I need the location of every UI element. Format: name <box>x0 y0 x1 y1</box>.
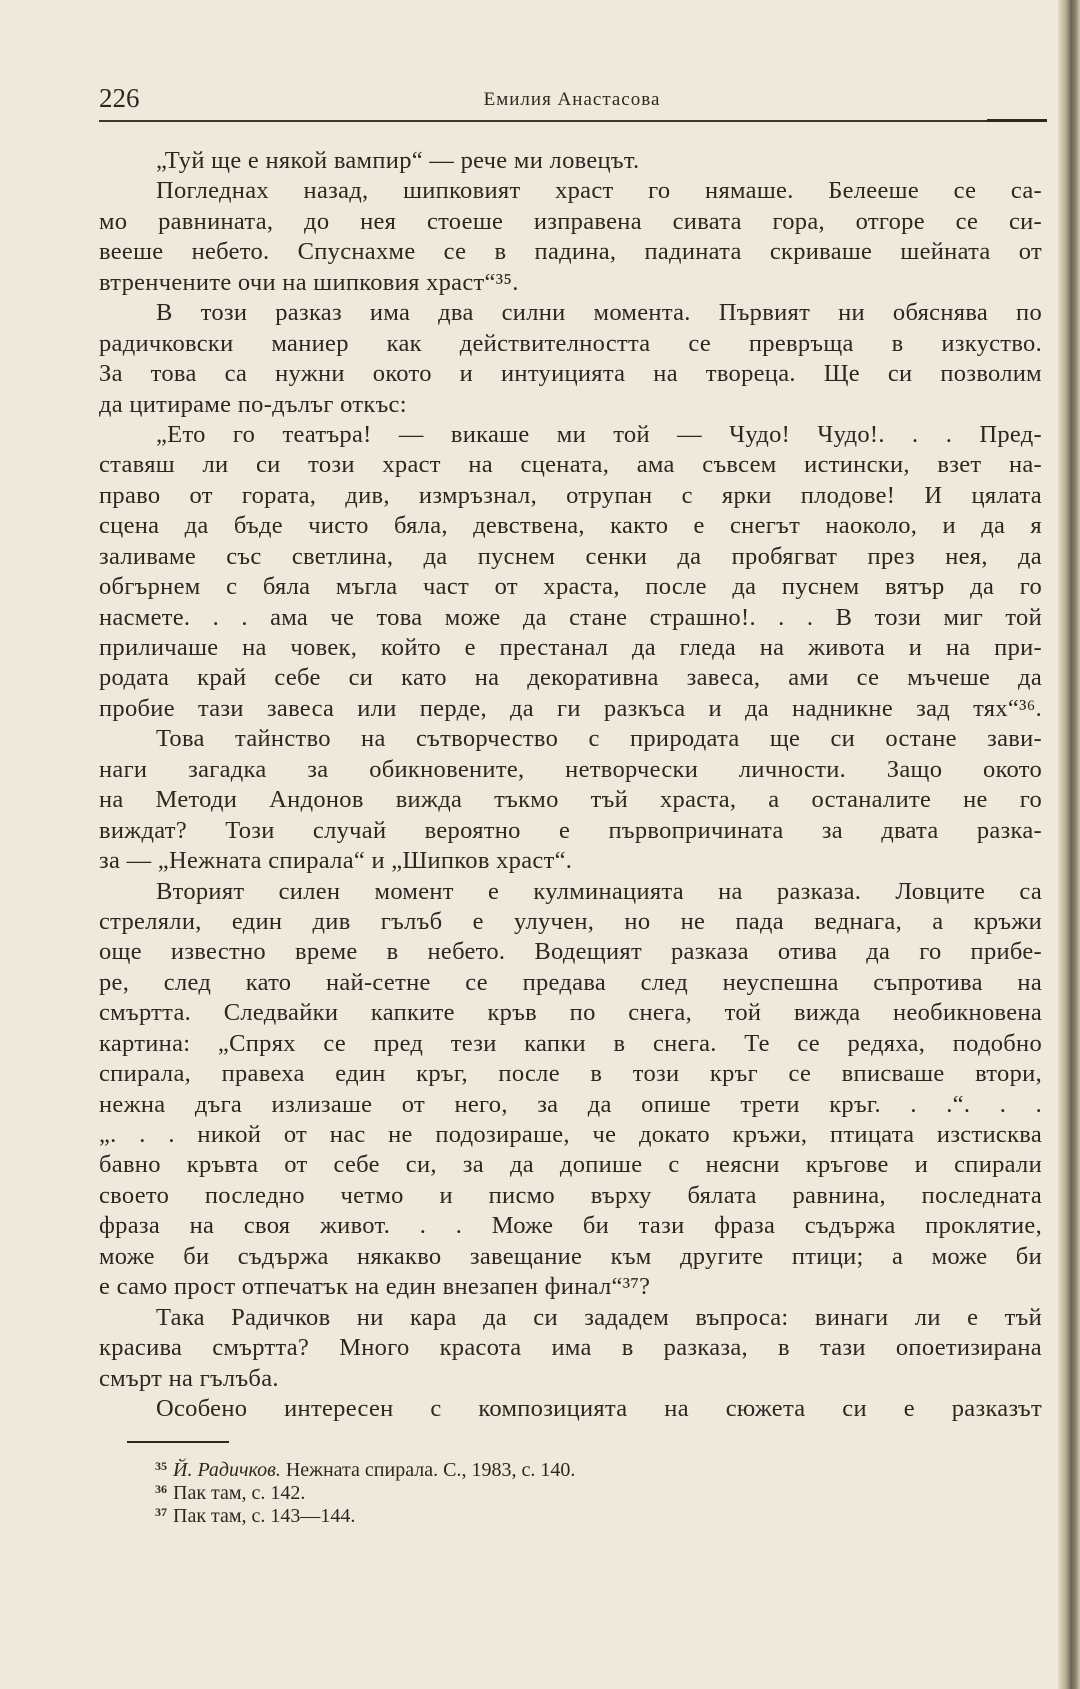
page-number: 226 <box>99 83 140 113</box>
footnote-author: Й. Радичков. <box>173 1459 281 1481</box>
text-line: Погледнах назад, шипковият храст го нямаше. Белееше се са- <box>156 177 1042 205</box>
text-line: насмете. . . ама че това може да стане страшно!. . . В този миг той <box>99 603 1042 631</box>
text-line: своето последно четмо и писмо върху бялата равнина, последната <box>99 1181 1042 1209</box>
text-line: За това са нужни окото и интуицията на твореца. Ще си позволим <box>99 360 1042 388</box>
text-line: приличаше на човек, който е престанал да гледа на живота и на при- <box>99 634 1042 661</box>
body-text <box>99 146 1042 1424</box>
footnote-number: 36 <box>155 1482 167 1496</box>
footnote-text: Нежната спирала. С., 1983, с. 140. <box>285 1459 576 1481</box>
text-line: вееше небето. Спуснахме се в падина, падината скриваше шейната от <box>99 238 1042 266</box>
text-line: Вторият силен момент е кулминацията на разказа. Ловците са <box>156 877 1042 905</box>
text-line: смъртта. Следвайки капките кръв по снега, той вижда необикновена <box>99 999 1042 1027</box>
text-line: заливаме със светлина, да пуснем сенки да пробягват през нея, да <box>99 542 1042 570</box>
footnote-number: 37 <box>155 1505 167 1519</box>
text-line: родата край себе си като на декоративна завеса, ами се мъчеше да <box>99 664 1042 692</box>
text-line: фраза на своя живот. . . Може би тази фраза съдържа проклятие, <box>99 1212 1042 1240</box>
text-line: радичковски маниер как действителността се превръща в изкуство. <box>99 329 1042 357</box>
text-line: Така Радичков ни кара да си зададем въпроса: винаги ли е тъй <box>156 1303 1042 1331</box>
text-line: красива смъртта? Много красота има в разказа, в тази опоетизирана <box>99 1334 1042 1362</box>
text-line: сцена да бъде чисто бяла, девствена, както е снегът наоколо, и да я <box>99 512 1042 540</box>
text-line: ставяш ли си този храст на сцената, ама съвсем истински, взет на- <box>99 451 1042 479</box>
footnote-number: 35 <box>155 1459 167 1473</box>
text-line: стреляли, един див гълъб е улучен, но не пада веднага, а кръжи <box>99 907 1042 935</box>
footnote-37 <box>155 1501 355 1528</box>
text-line: мо равнината, до нея стоеше изправена сивата гора, отгоре се си- <box>99 207 1042 235</box>
text-line: да цитираме по-дълъг откъс: <box>99 390 407 418</box>
text-line: смърт на гълъба. <box>99 1364 279 1392</box>
text-line: „Туй ще е някой вампир“ — рече ми ловецът. <box>156 147 640 174</box>
text-line: „Ето го театъра! — викаше ми той — Чудо! Чудо!. . . Пред- <box>156 420 1042 448</box>
text-line: още известно време в небето. Водещият разказа отива да го прибе- <box>99 938 1042 966</box>
page-header <box>99 82 1045 114</box>
text-line: нежна дъга излизаше от него, за да опише трети кръг. . .“. . . <box>99 1090 1042 1118</box>
header-rule <box>99 120 1047 122</box>
text-line: виждат? Този случай вероятно е първопричината за двата разка- <box>99 816 1042 844</box>
text-line: ре, след като най-сетне се предава след неуспешна съпротива на <box>99 968 1042 996</box>
footnote-text: Пак там, с. 142. <box>173 1482 306 1504</box>
text-line: спирала, правеха един кръг, после в този кръг се вписваше втори, <box>99 1060 1042 1088</box>
text-line: втренчените очи на шипковия храст“³⁵. <box>99 268 519 296</box>
text-line: може би съдържа някакво завещание към другите птици; а може би <box>99 1242 1042 1270</box>
text-line: на Методи Андонов вижда тъкмо тъй храста, а останалите не го <box>99 786 1042 814</box>
text-line: пробие тази завеса или перде, да ги разкъса и да надникне зад тях“³⁶. <box>99 694 1042 722</box>
book-spine-shadow <box>1058 0 1080 1689</box>
text-line: „. . . никой от нас не подозираше, че докато кръжи, птицата изстисква <box>99 1121 1042 1148</box>
text-line: картина: „Спрях се пред тези капки в снега. Те се редяха, подобно <box>99 1029 1042 1057</box>
text-line: обгърнем с бяла мъгла част от храста, после да пуснем вятър да го <box>99 573 1042 601</box>
text-line: наги загадка за обикновените, нетворчески личности. Защо окото <box>99 755 1042 783</box>
text-line: за — „Нежната спирала“ и „Шипков храст“. <box>99 847 573 875</box>
text-line: Това тайнство на сътворчество с природата ще си остане зави- <box>156 725 1042 753</box>
running-title: Емилия Анастасова <box>483 89 661 110</box>
text-line: е само прост отпечатък на един внезапен финал“³⁷? <box>99 1273 651 1301</box>
footnote-rule <box>127 1441 229 1443</box>
text-line: Особено интересен с композицията на сюжета си е разказът <box>156 1394 1042 1422</box>
text-line: бавно кръвта от себе си, за да допише с неясни кръгове и спирали <box>99 1151 1042 1179</box>
text-line: В този разказ има два силни момента. Първият ни обяснява по <box>156 299 1042 327</box>
footnote-text: Пак там, с. 143—144. <box>173 1505 356 1527</box>
text-line: право от гората, див, измръзнал, отрупан с ярки плодове! И цялата <box>99 481 1042 509</box>
